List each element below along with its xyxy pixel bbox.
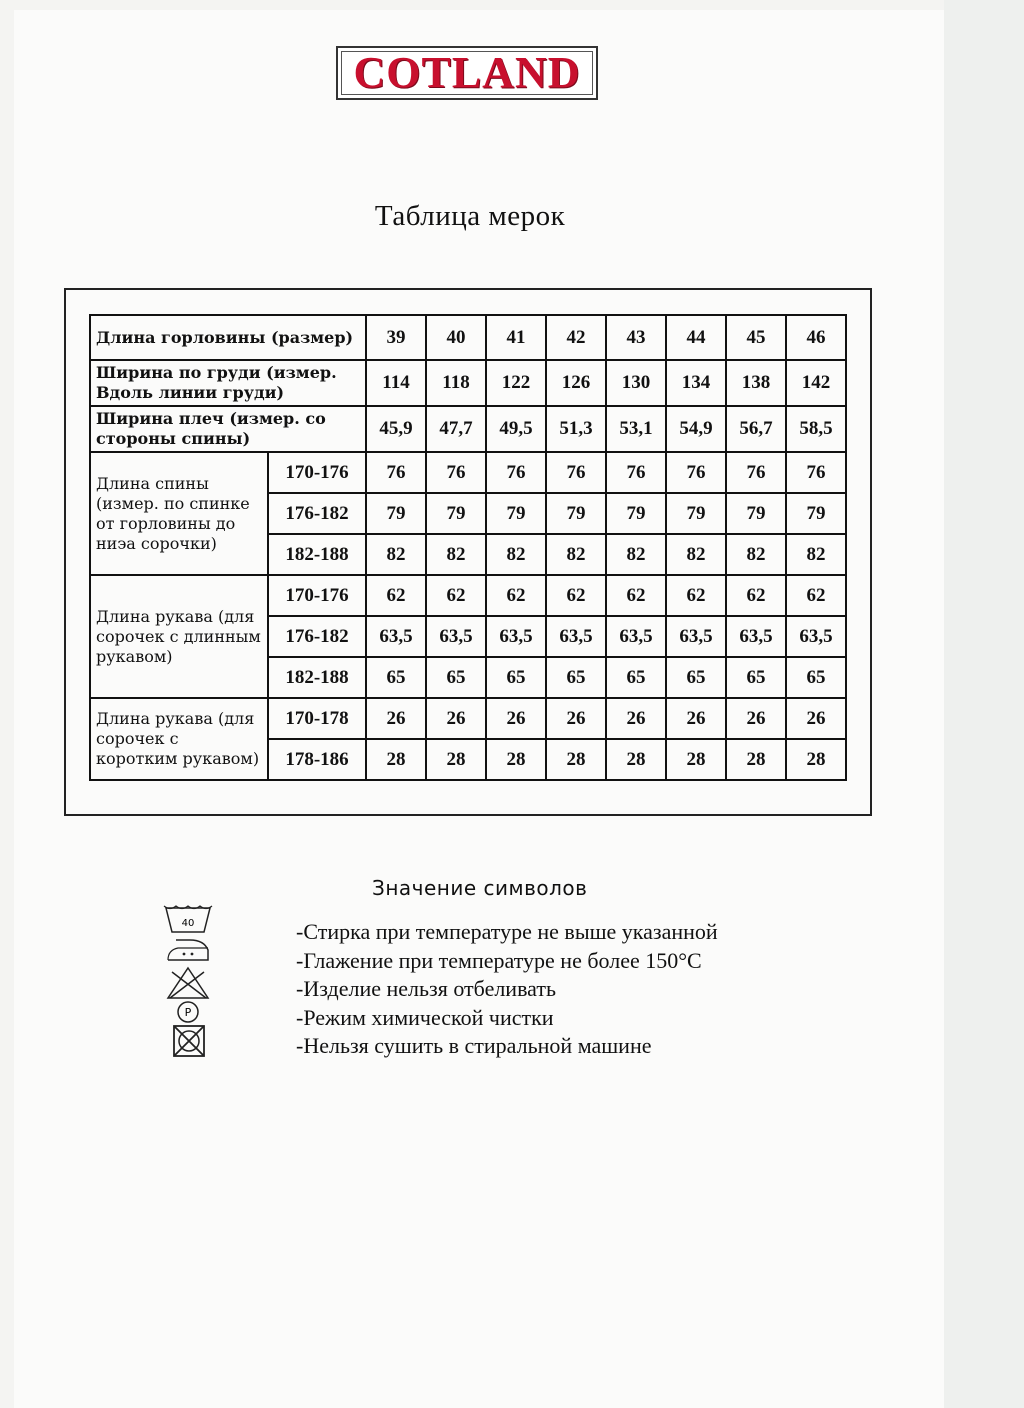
height-range: 170-176 [268, 575, 366, 616]
table-cell: 134 [666, 360, 726, 406]
table-cell: 28 [546, 739, 606, 780]
table-cell: 28 [666, 739, 726, 780]
table-cell: 76 [366, 452, 426, 493]
row-label: Ширина по груди (измер. Вдоль линии груди) [90, 360, 366, 406]
table-cell: 44 [666, 315, 726, 360]
table-cell: 82 [786, 534, 846, 575]
table-cell: 46 [786, 315, 846, 360]
table-cell: 79 [486, 493, 546, 534]
table-cell: 26 [486, 698, 546, 739]
table-cell: 28 [786, 739, 846, 780]
table-cell: 62 [486, 575, 546, 616]
table-row [90, 406, 846, 452]
table-cell: 118 [426, 360, 486, 406]
table-cell: 138 [726, 360, 786, 406]
table-cell: 26 [606, 698, 666, 739]
table-cell: 63,5 [486, 616, 546, 657]
legend-list [296, 918, 718, 1061]
table-cell: 28 [426, 739, 486, 780]
table-cell: 76 [786, 452, 846, 493]
group-label: Длина рукава (для сорочек с коротким рукавом) [90, 698, 268, 780]
no-bleach-icon [168, 968, 208, 998]
table-cell: 63,5 [606, 616, 666, 657]
table-cell: 51,3 [546, 406, 606, 452]
table-cell: 79 [726, 493, 786, 534]
table-cell: 65 [486, 657, 546, 698]
table-cell: 45 [726, 315, 786, 360]
height-range: 182-188 [268, 657, 366, 698]
table-cell: 47,7 [426, 406, 486, 452]
no-tumble-dry-icon [174, 1026, 204, 1056]
table-cell: 65 [726, 657, 786, 698]
table-cell: 82 [666, 534, 726, 575]
table-row [90, 575, 846, 616]
table-cell: 26 [426, 698, 486, 739]
table-cell: 63,5 [546, 616, 606, 657]
table-cell: 114 [366, 360, 426, 406]
height-range: 176-182 [268, 493, 366, 534]
legend-item-dry-clean: -Режим химической чистки [296, 1004, 554, 1030]
iron-icon [168, 940, 208, 960]
table-cell: 28 [366, 739, 426, 780]
row-label: Длина горловины (размер) [90, 315, 366, 360]
table-cell: 76 [726, 452, 786, 493]
table-cell: 82 [486, 534, 546, 575]
table-cell: 82 [366, 534, 426, 575]
table-cell: 63,5 [426, 616, 486, 657]
table-cell: 79 [426, 493, 486, 534]
row-label: Ширина плеч (измер. со стороны спины) [90, 406, 366, 452]
height-range: 170-178 [268, 698, 366, 739]
legend-item-wash: -Стирка при температуре не выше указанной [296, 919, 718, 944]
table-cell: 76 [606, 452, 666, 493]
height-range: 178-186 [268, 739, 366, 780]
table-cell: 56,7 [726, 406, 786, 452]
table-cell: 130 [606, 360, 666, 406]
table-cell: 122 [486, 360, 546, 406]
table-cell: 28 [726, 739, 786, 780]
brand-logo [336, 46, 598, 100]
table-cell: 82 [606, 534, 666, 575]
table-cell: 63,5 [786, 616, 846, 657]
table-cell: 26 [666, 698, 726, 739]
height-range: 182-188 [268, 534, 366, 575]
size-table [89, 314, 847, 781]
table-cell: 62 [366, 575, 426, 616]
table-cell: 26 [726, 698, 786, 739]
table-cell: 39 [366, 315, 426, 360]
table-cell: 76 [486, 452, 546, 493]
table-cell: 63,5 [666, 616, 726, 657]
table-cell: 63,5 [726, 616, 786, 657]
height-range: 176-182 [268, 616, 366, 657]
table-cell: 62 [606, 575, 666, 616]
dry-clean-p-icon [178, 1002, 198, 1022]
table-cell: 62 [426, 575, 486, 616]
table-cell: 82 [546, 534, 606, 575]
wash-temp-label: 40 [181, 918, 195, 929]
table-cell: 65 [366, 657, 426, 698]
table-cell: 49,5 [486, 406, 546, 452]
table-cell: 79 [606, 493, 666, 534]
table-cell: 79 [666, 493, 726, 534]
table-cell: 76 [426, 452, 486, 493]
legend-item-no-bleach: -Изделие нельзя отбеливать [296, 976, 557, 1001]
table-cell: 26 [786, 698, 846, 739]
table-cell: 65 [606, 657, 666, 698]
table-cell: 58,5 [786, 406, 846, 452]
table-cell: 62 [726, 575, 786, 616]
table-cell: 76 [546, 452, 606, 493]
table-cell: 41 [486, 315, 546, 360]
svg-text:P: P [184, 1006, 192, 1019]
height-range: 170-176 [268, 452, 366, 493]
table-cell: 126 [546, 360, 606, 406]
scan-edge [944, 0, 1024, 1408]
table-cell: 26 [546, 698, 606, 739]
table-cell: 76 [666, 452, 726, 493]
table-cell: 26 [366, 698, 426, 739]
table-cell: 82 [426, 534, 486, 575]
legend-item-no-tumble-dry: -Нельзя сушить в стиральной машине [296, 1033, 652, 1058]
brand-logo-frame [341, 48, 593, 97]
table-cell: 142 [786, 360, 846, 406]
page-title: Таблица мерок [374, 200, 566, 232]
group-label: Длина рукава (для сорочек с длинным рукавом) [90, 575, 268, 698]
table-cell: 65 [666, 657, 726, 698]
legend-title: Значение символов [372, 876, 588, 900]
table-row [90, 360, 846, 406]
group-label: Длина спины (измер. по спинке от горловины до ниэа сорочки) [90, 452, 268, 575]
table-row [90, 698, 846, 739]
table-cell: 65 [546, 657, 606, 698]
legend-item-iron: -Глажение при температуре не более 150°C [296, 947, 702, 973]
table-cell: 82 [726, 534, 786, 575]
table-cell: 79 [786, 493, 846, 534]
wash-tub-icon [164, 906, 212, 932]
care-icons [160, 902, 216, 1062]
table-cell: 62 [546, 575, 606, 616]
table-row [90, 315, 846, 360]
table-cell: 54,9 [666, 406, 726, 452]
table-cell: 62 [666, 575, 726, 616]
table-cell: 45,9 [366, 406, 426, 452]
table-cell: 40 [426, 315, 486, 360]
table-cell: 42 [546, 315, 606, 360]
brand-logo-text: COTLAND [353, 48, 581, 97]
table-cell: 63,5 [366, 616, 426, 657]
table-row [90, 452, 846, 493]
table-cell: 65 [426, 657, 486, 698]
table-cell: 53,1 [606, 406, 666, 452]
table-cell: 65 [786, 657, 846, 698]
table-cell: 62 [786, 575, 846, 616]
table-cell: 79 [366, 493, 426, 534]
table-cell: 79 [546, 493, 606, 534]
table-cell: 28 [606, 739, 666, 780]
table-cell: 43 [606, 315, 666, 360]
table-cell: 28 [486, 739, 546, 780]
